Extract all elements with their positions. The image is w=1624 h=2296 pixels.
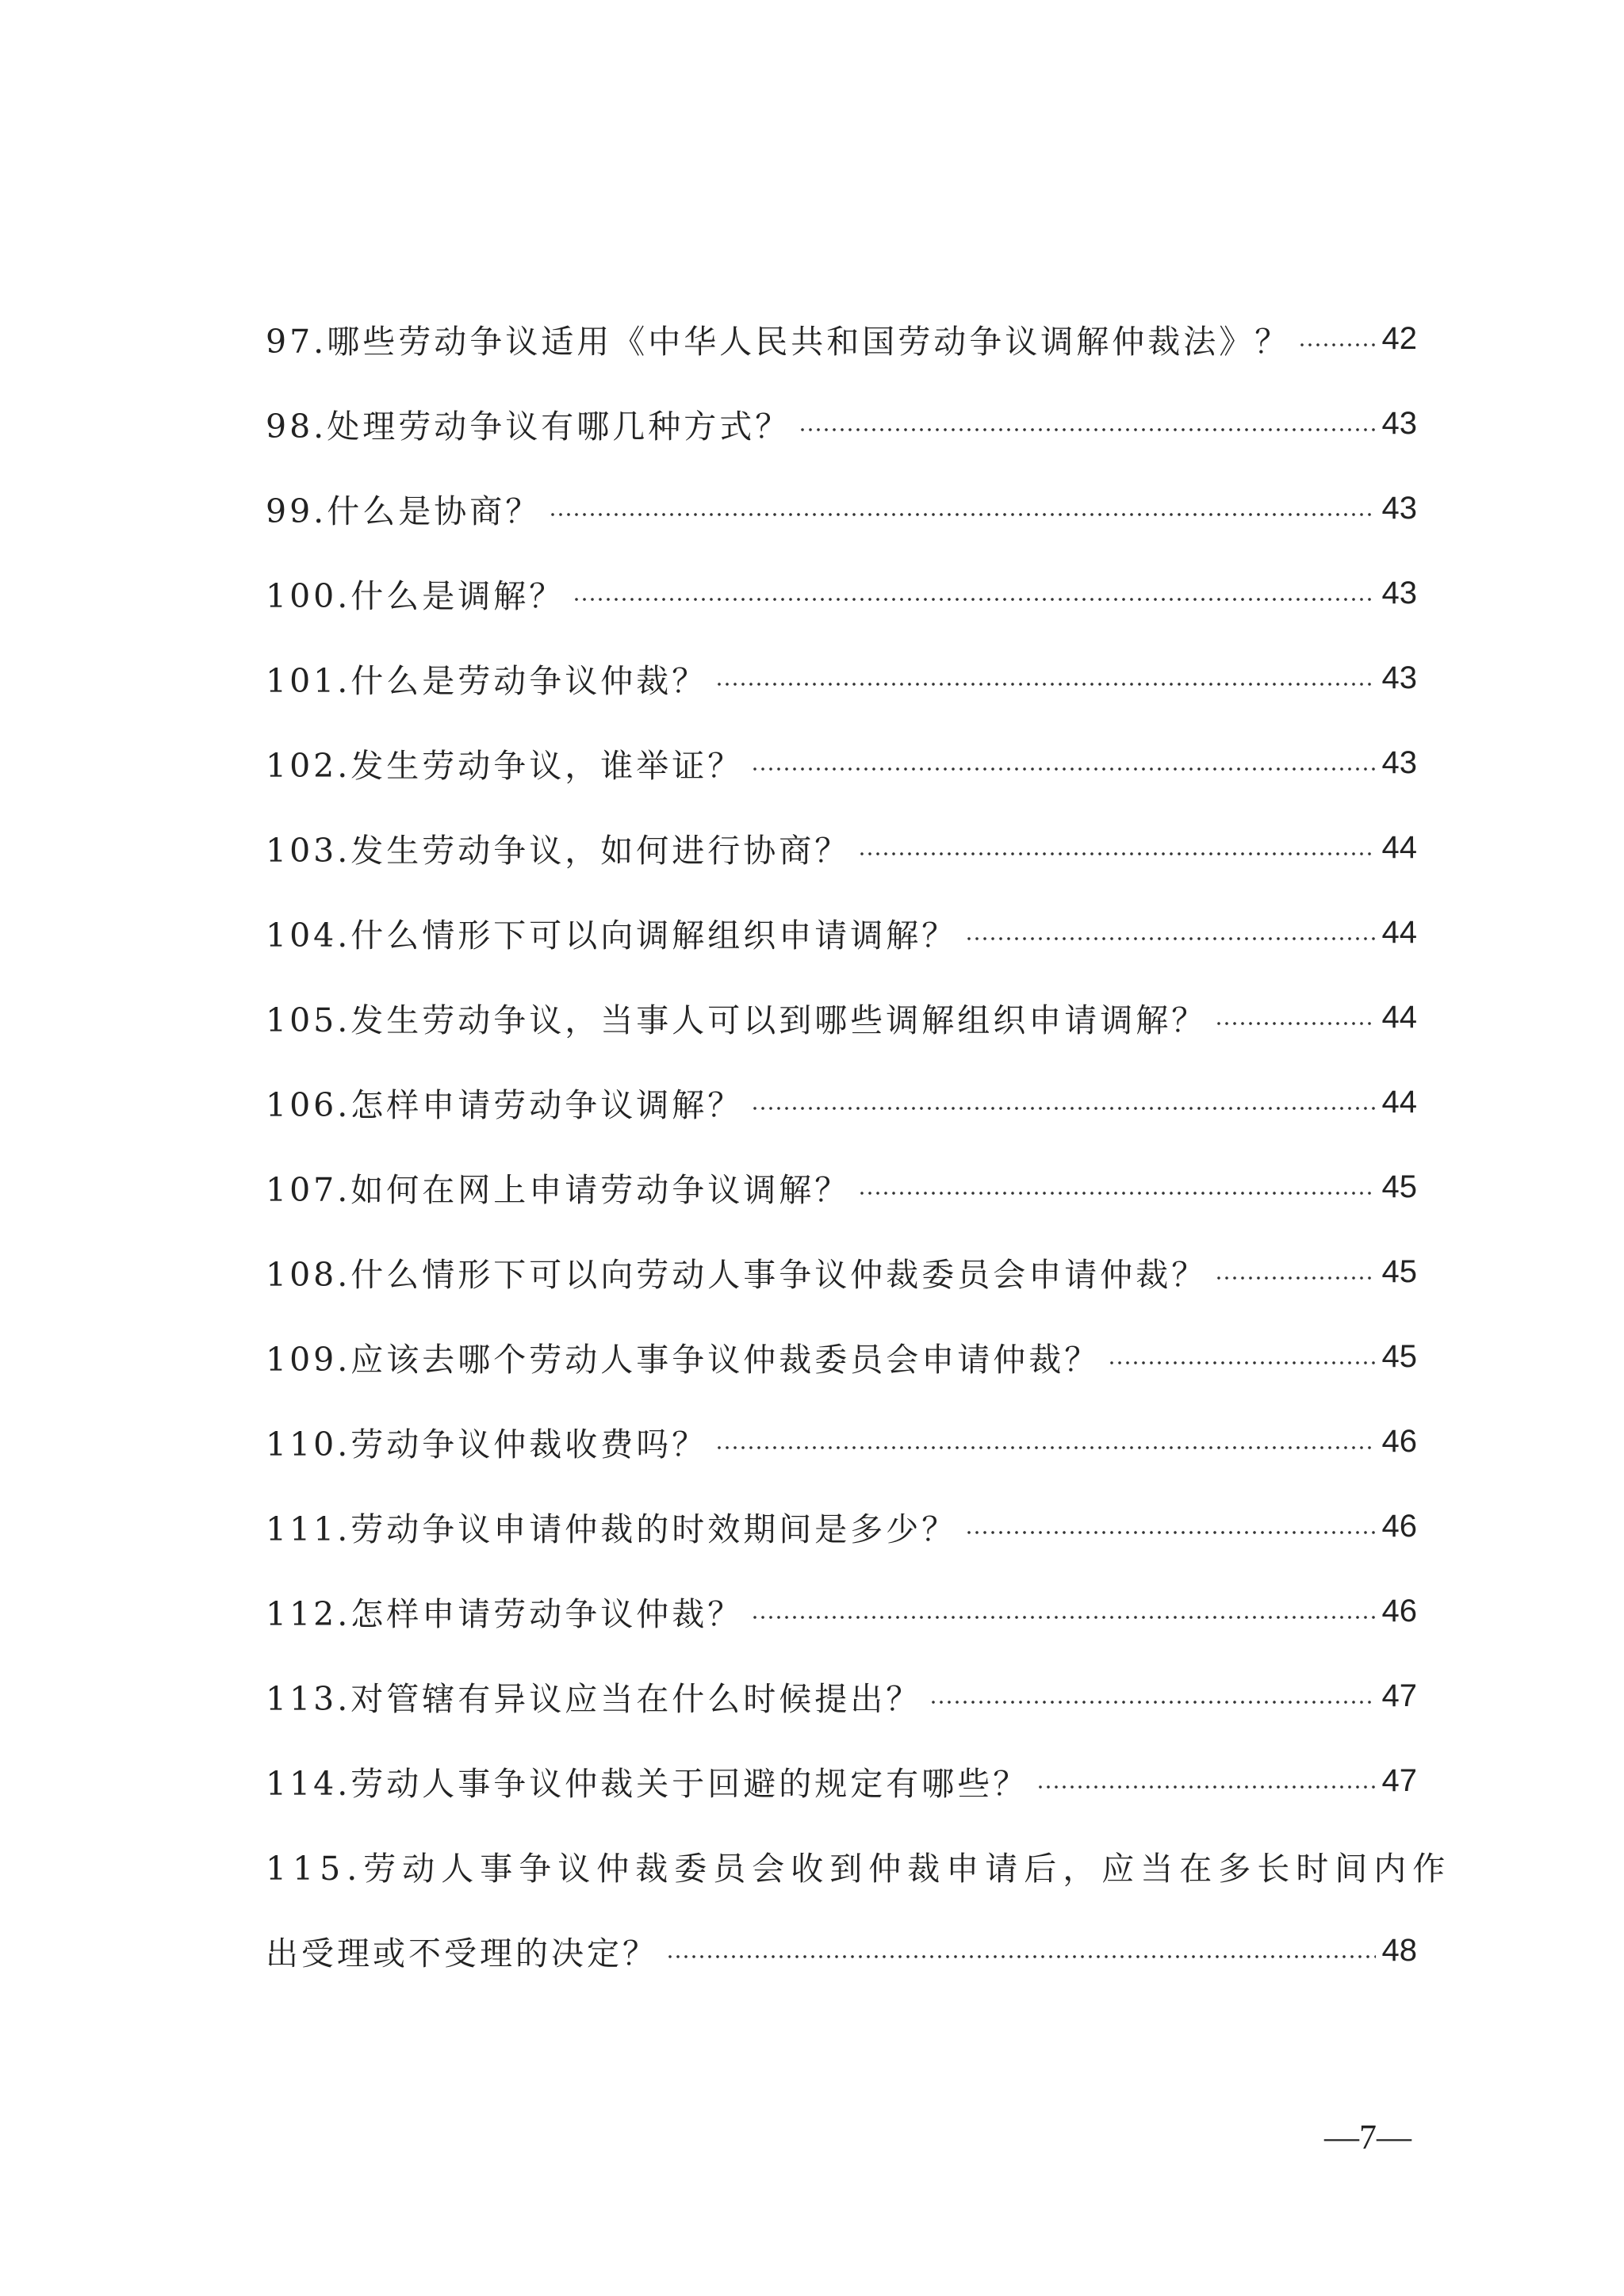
toc-entry — [266, 806, 1417, 890]
toc-entry-page: 46 — [1381, 1509, 1417, 1544]
toc-entry-page: 48 — [1381, 1933, 1417, 1968]
toc-entry — [266, 636, 1417, 721]
dot-leader — [715, 1444, 1375, 1452]
toc-entry-page: 43 — [1381, 406, 1417, 441]
dot-leader — [1215, 1020, 1375, 1027]
dot-leader — [965, 1529, 1375, 1536]
toc-entry-title: 113.对管辖有异议应当在什么时候提出？ — [266, 1680, 922, 1718]
toc-entry-page: 45 — [1381, 1169, 1417, 1204]
table-of-contents — [266, 297, 1452, 1993]
toc-entry-title: 97.哪些劳动争议适用《中华人民共和国劳动争议调解仲裁法》？ — [266, 323, 1291, 361]
toc-entry-multiline — [266, 1823, 1452, 1993]
toc-entry-title: 99.什么是协商？ — [266, 492, 542, 530]
page-number: —7— — [1324, 2118, 1411, 2156]
dot-leader — [751, 1613, 1375, 1621]
toc-entry-title: 109.应该去哪个劳动人事争议仲裁委员会申请仲裁？ — [266, 1341, 1101, 1379]
toc-entry-page: 47 — [1381, 1763, 1417, 1798]
toc-entry-title: 107.如何在网上申请劳动争议调解？ — [266, 1171, 851, 1209]
dot-leader — [751, 1104, 1375, 1112]
toc-entry-title: 104.什么情形下可以向调解组织申请调解？ — [266, 916, 958, 955]
dot-leader — [573, 595, 1375, 603]
toc-entry-page: 43 — [1381, 576, 1417, 610]
dot-leader — [1298, 341, 1375, 349]
toc-entry-page: 46 — [1381, 1424, 1417, 1459]
toc-entry — [266, 1145, 1417, 1230]
toc-entry-title: 110.劳动争议仲裁收费吗？ — [266, 1425, 708, 1464]
toc-entry-title: 112.怎样申请劳动争议仲裁？ — [266, 1595, 744, 1633]
toc-entry-page: 43 — [1381, 660, 1417, 695]
toc-entry-page: 44 — [1381, 830, 1417, 865]
toc-entry-title: 114.劳动人事争议仲裁关于回避的规定有哪些？ — [266, 1765, 1029, 1803]
toc-entry-title: 111.劳动争议申请仲裁的时效期间是多少？ — [266, 1510, 958, 1548]
toc-entry — [266, 1739, 1417, 1823]
toc-entry — [266, 466, 1417, 551]
toc-entry-page: 43 — [1381, 491, 1417, 526]
toc-entry — [266, 1314, 1417, 1399]
toc-entry-page: 47 — [1381, 1678, 1417, 1713]
dot-leader — [929, 1698, 1375, 1706]
dot-leader — [751, 765, 1375, 773]
dot-leader — [1036, 1783, 1375, 1791]
toc-entry-title-line2: 出受理或不受理的决定？ — [266, 1934, 658, 1973]
toc-entry — [266, 1654, 1417, 1739]
toc-entry-page: 43 — [1381, 745, 1417, 780]
toc-entry-title: 105.发生劳动争议，当事人可以到哪些调解组织申请调解？ — [266, 1001, 1208, 1039]
toc-entry-title: 106.怎样申请劳动争议调解？ — [266, 1086, 744, 1124]
toc-entry — [266, 1484, 1417, 1569]
toc-entry — [266, 1399, 1417, 1484]
dot-leader — [965, 935, 1375, 943]
toc-entry-page: 44 — [1381, 1085, 1417, 1119]
dot-leader — [858, 1189, 1375, 1197]
toc-entry — [266, 1060, 1417, 1145]
toc-entry — [266, 551, 1417, 636]
toc-entry — [266, 1569, 1417, 1654]
toc-entry-title: 103.发生劳动争议，如何进行协商？ — [266, 832, 851, 870]
dot-leader — [549, 511, 1375, 519]
toc-entry-title-line1: 115.劳动人事争议仲裁委员会收到仲裁申请后，应当在多长时间内作 — [266, 1850, 1452, 1888]
toc-entry-title: 108.什么情形下可以向劳动人事争议仲裁委员会申请仲裁？ — [266, 1256, 1208, 1294]
dot-leader — [1108, 1359, 1375, 1367]
toc-entry-line2 — [266, 1908, 1417, 1993]
toc-entry — [266, 890, 1417, 975]
dot-leader — [666, 1953, 1376, 1961]
toc-entry — [266, 721, 1417, 806]
toc-entry-page: 45 — [1381, 1339, 1417, 1374]
toc-entry-page: 44 — [1381, 1000, 1417, 1035]
toc-entry-title: 102.发生劳动争议，谁举证？ — [266, 747, 744, 785]
dot-leader — [858, 850, 1375, 858]
toc-entry-title: 100.什么是调解？ — [266, 577, 565, 615]
dot-leader — [1215, 1274, 1375, 1282]
toc-entry-title: 98.处理劳动争议有哪几种方式？ — [266, 408, 791, 446]
toc-entry — [266, 381, 1417, 466]
toc-entry — [266, 297, 1417, 381]
toc-entry-page: 42 — [1381, 321, 1417, 356]
dot-leader — [799, 426, 1375, 434]
toc-entry-page: 44 — [1381, 915, 1417, 950]
toc-entry — [266, 975, 1417, 1060]
toc-entry — [266, 1230, 1417, 1314]
toc-entry-title: 101.什么是劳动争议仲裁？ — [266, 662, 708, 700]
toc-entry-page: 46 — [1381, 1594, 1417, 1628]
dot-leader — [715, 680, 1375, 688]
toc-entry-page: 45 — [1381, 1254, 1417, 1289]
